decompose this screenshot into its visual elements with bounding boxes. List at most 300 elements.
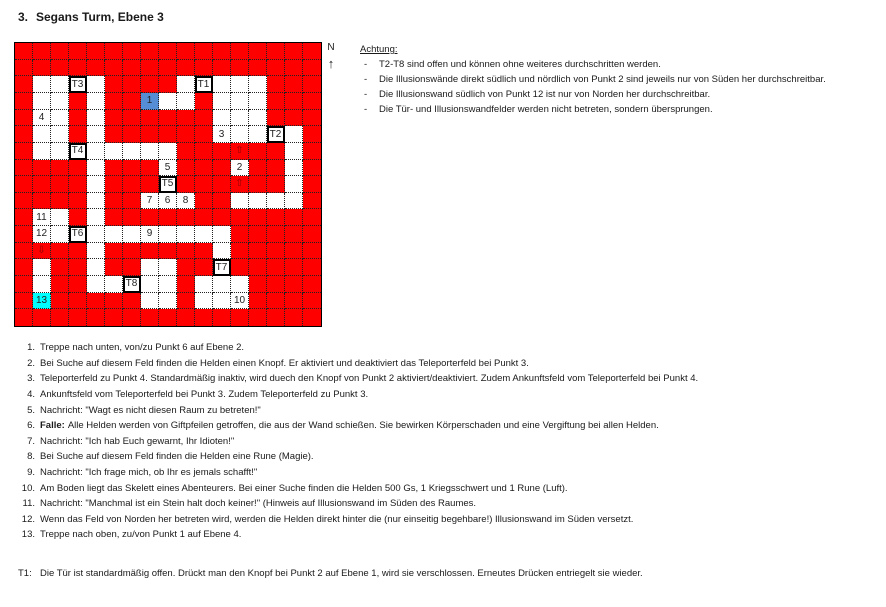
wall-cell — [249, 143, 267, 160]
wall-cell — [303, 276, 321, 293]
floor-cell — [177, 226, 195, 243]
floor-cell — [231, 76, 249, 93]
wall-cell — [195, 193, 213, 210]
wall-cell — [123, 309, 141, 326]
wall-cell — [15, 93, 33, 110]
legend-item — [18, 402, 698, 418]
floor-cell — [105, 276, 123, 293]
wall-cell — [69, 160, 87, 177]
start-cell — [141, 93, 159, 110]
footnote-text: Die Tür ist standardmäßig offen. Drückt man den Knopf bei Punkt 2 auf Ebene 1, wird sie verschlossen. Erneutes Drücken entriegelt sie wieder. — [40, 568, 643, 579]
wall-cell — [15, 43, 33, 60]
wall-cell — [33, 176, 51, 193]
wall-cell — [285, 209, 303, 226]
wall-cell — [69, 176, 87, 193]
wall-cell — [51, 276, 69, 293]
floor-cell — [141, 143, 159, 160]
floor-cell — [51, 226, 69, 243]
wall-cell — [303, 259, 321, 276]
wall-cell — [69, 43, 87, 60]
wall-cell — [105, 60, 123, 77]
door-cell — [123, 276, 141, 293]
wall-cell — [195, 259, 213, 276]
wall-cell — [213, 43, 231, 60]
wall-cell — [249, 259, 267, 276]
illusion-wall-arrow-icon: ⇧ — [235, 178, 244, 190]
wall-cell — [15, 143, 33, 160]
wall-cell — [15, 309, 33, 326]
legend-number: 11. — [22, 498, 35, 510]
wall-cell — [51, 176, 69, 193]
legend-item — [18, 387, 698, 403]
wall-cell — [15, 226, 33, 243]
floor-cell — [231, 293, 249, 310]
wall-cell — [51, 259, 69, 276]
wall-cell — [69, 243, 87, 260]
wall-cell — [285, 76, 303, 93]
note-item: - Die Tür- und Illusionswandfelder werden nicht betreten, sondern übersprungen. — [364, 104, 713, 115]
wall-cell — [105, 193, 123, 210]
legend-number: 13. — [21, 529, 35, 541]
wall-cell — [249, 209, 267, 226]
wall-cell — [123, 76, 141, 93]
wall-cell — [69, 93, 87, 110]
wall-cell — [195, 110, 213, 127]
wall-cell — [69, 276, 87, 293]
wall-cell — [87, 309, 105, 326]
wall-cell — [105, 309, 123, 326]
wall-cell — [177, 126, 195, 143]
wall-cell — [69, 110, 87, 127]
wall-cell — [159, 126, 177, 143]
wall-cell — [303, 243, 321, 260]
wall-cell — [267, 259, 285, 276]
floor-cell — [51, 209, 69, 226]
legend-number: 4. — [27, 389, 35, 401]
map-point-label: 13 — [35, 295, 48, 307]
floor-cell — [213, 93, 231, 110]
floor-cell — [141, 293, 159, 310]
floor-cell — [33, 76, 51, 93]
wall-cell — [267, 143, 285, 160]
wall-cell — [159, 243, 177, 260]
floor-cell — [195, 226, 213, 243]
wall-cell — [177, 243, 195, 260]
wall-cell — [51, 43, 69, 60]
map-point-label: T5 — [161, 178, 174, 190]
wall-cell — [177, 110, 195, 127]
wall-cell — [69, 193, 87, 210]
wall-cell — [213, 143, 231, 160]
wall-cell — [195, 209, 213, 226]
floor-cell — [285, 193, 303, 210]
wall-cell — [123, 209, 141, 226]
wall-cell — [267, 60, 285, 77]
map-point-label: 1 — [146, 95, 153, 107]
wall-cell — [303, 226, 321, 243]
wall-cell — [123, 126, 141, 143]
wall-cell — [267, 43, 285, 60]
wall-cell — [249, 226, 267, 243]
floor-cell — [33, 259, 51, 276]
legend-item — [18, 356, 698, 372]
floor-cell — [213, 276, 231, 293]
map-point-label: T8 — [125, 278, 138, 290]
section-title: Segans Turm, Ebene 3 — [36, 10, 164, 24]
wall-cell — [33, 243, 51, 260]
wall-cell — [303, 176, 321, 193]
wall-cell — [177, 143, 195, 160]
wall-cell — [195, 143, 213, 160]
floor-cell — [87, 276, 105, 293]
legend-item — [18, 527, 698, 543]
floor-cell — [213, 76, 231, 93]
wall-cell — [267, 176, 285, 193]
floor-cell — [87, 143, 105, 160]
floor-cell — [51, 93, 69, 110]
wall-cell — [15, 293, 33, 310]
floor-cell — [51, 110, 69, 127]
wall-cell — [303, 93, 321, 110]
legend-item — [18, 480, 698, 496]
legend-number: 8. — [27, 451, 35, 463]
legend-item — [18, 371, 698, 387]
legend-text: Ankunftsfeld vom Teleporterfeld bei Punkt 3. Zudem Teleporterfeld zu Punkt 3. — [40, 389, 369, 401]
wall-cell — [87, 293, 105, 310]
door-cell — [69, 143, 87, 160]
map-point-label: T4 — [71, 145, 84, 157]
floor-cell — [159, 143, 177, 160]
floor-cell — [87, 226, 105, 243]
wall-cell — [33, 43, 51, 60]
wall-cell — [231, 43, 249, 60]
wall-cell — [231, 209, 249, 226]
wall-cell — [105, 259, 123, 276]
wall-cell — [195, 176, 213, 193]
wall-cell — [249, 43, 267, 60]
floor-cell — [249, 193, 267, 210]
wall-cell — [177, 293, 195, 310]
wall-cell — [51, 60, 69, 77]
wall-cell — [285, 243, 303, 260]
floor-cell — [33, 126, 51, 143]
map-point-label: 8 — [182, 195, 189, 207]
wall-cell — [141, 309, 159, 326]
wall-cell — [123, 110, 141, 127]
floor-cell — [123, 226, 141, 243]
wall-cell — [105, 126, 123, 143]
wall-cell — [15, 276, 33, 293]
wall-cell — [15, 160, 33, 177]
wall-cell — [33, 193, 51, 210]
wall-cell — [69, 309, 87, 326]
floor-cell — [231, 160, 249, 177]
wall-cell — [69, 126, 87, 143]
wall-cell — [141, 160, 159, 177]
legend-number: 2. — [27, 357, 35, 369]
legend-text: Falle: Alle Helden werden von Giftpfeilen getroffen, die aus der Wand schießen. Sie bewirken Körperschaden und eine Vergiftung bei allen Helden. — [40, 420, 659, 432]
floor-cell — [141, 276, 159, 293]
wall-cell — [159, 110, 177, 127]
map-point-label: T3 — [71, 78, 84, 90]
legend-number: 3. — [27, 373, 35, 385]
wall-cell — [285, 110, 303, 127]
wall-cell — [249, 243, 267, 260]
floor-cell — [87, 160, 105, 177]
wall-cell — [105, 76, 123, 93]
floor-cell — [159, 259, 177, 276]
wall-cell — [123, 43, 141, 60]
wall-cell — [231, 243, 249, 260]
attention-notes — [360, 44, 826, 119]
wall-cell — [141, 43, 159, 60]
legend-bold-label: Falle: — [40, 420, 65, 432]
wall-cell — [285, 43, 303, 60]
floor-cell — [87, 126, 105, 143]
legend-number: 10. — [21, 482, 35, 494]
footnote-key: T1: — [18, 568, 32, 579]
wall-cell — [33, 309, 51, 326]
wall-cell — [303, 193, 321, 210]
map-point-label: T1 — [197, 78, 210, 90]
wall-cell — [15, 176, 33, 193]
legend-number: 1. — [27, 342, 35, 354]
wall-cell — [159, 209, 177, 226]
legend-text: Am Boden liegt das Skelett eines Abenteurers. Bei einer Suche finden die Helden 500 Gs, 1 Kriegsschwert und 1 Rune (Luft). — [40, 482, 568, 494]
floor-cell — [87, 243, 105, 260]
floor-cell — [231, 93, 249, 110]
legend-text: Nachricht: "Ich hab Euch gewarnt, Ihr Idioten!" — [40, 435, 235, 447]
wall-cell — [249, 176, 267, 193]
floor-cell — [177, 193, 195, 210]
wall-cell — [123, 176, 141, 193]
wall-cell — [15, 209, 33, 226]
wall-cell — [267, 160, 285, 177]
wall-cell — [141, 243, 159, 260]
wall-cell — [231, 60, 249, 77]
wall-cell — [141, 209, 159, 226]
wall-cell — [15, 126, 33, 143]
note-item: - T2-T8 sind offen und können ohne weiteres durchschritten werden. — [364, 59, 661, 70]
wall-cell — [159, 43, 177, 60]
wall-cell — [303, 60, 321, 77]
wall-cell — [285, 276, 303, 293]
floor-cell — [141, 193, 159, 210]
floor-cell — [231, 276, 249, 293]
wall-cell — [123, 160, 141, 177]
wall-cell — [33, 160, 51, 177]
wall-cell — [285, 309, 303, 326]
legend-item — [18, 465, 698, 481]
wall-cell — [87, 60, 105, 77]
floor-cell — [87, 193, 105, 210]
wall-cell — [195, 43, 213, 60]
map-point-label: 11 — [36, 211, 47, 223]
map-point-label: T6 — [71, 228, 84, 240]
floor-cell — [33, 93, 51, 110]
wall-cell — [105, 209, 123, 226]
floor-cell — [105, 226, 123, 243]
floor-cell — [285, 176, 303, 193]
floor-cell — [87, 176, 105, 193]
legend-item — [18, 418, 698, 434]
legend-text: Bei Suche auf diesem Feld finden die Helden einen Knopf. Er aktiviert und deaktiviert das Teleporterfeld bei Punkt 3. — [40, 357, 529, 369]
wall-cell — [213, 209, 231, 226]
floor-cell — [159, 276, 177, 293]
wall-cell — [267, 209, 285, 226]
wall-cell — [267, 243, 285, 260]
wall-cell — [51, 293, 69, 310]
wall-cell — [231, 309, 249, 326]
floor-cell — [159, 293, 177, 310]
floor-cell — [213, 243, 231, 260]
wall-cell — [231, 226, 249, 243]
wall-cell — [213, 309, 231, 326]
wall-cell — [105, 93, 123, 110]
legend-item — [18, 449, 698, 465]
floor-cell — [249, 126, 267, 143]
wall-cell — [15, 76, 33, 93]
legend-text: Wenn das Feld von Norden her betreten wird, werden die Helden direkt hinter die (nur einseitig begehbare!) Illusionswand im Süden versetzt. — [40, 513, 634, 525]
map-point-label: 5 — [164, 161, 171, 173]
floor-cell — [159, 226, 177, 243]
floor-cell — [33, 110, 51, 127]
wall-cell — [249, 276, 267, 293]
floor-cell — [141, 226, 159, 243]
wall-cell — [105, 176, 123, 193]
wall-cell — [195, 93, 213, 110]
wall-cell — [267, 110, 285, 127]
north-arrow-icon: ↑ — [327, 56, 335, 71]
floor-cell — [141, 259, 159, 276]
floor-cell — [159, 93, 177, 110]
wall-cell — [195, 60, 213, 77]
wall-cell — [177, 176, 195, 193]
legend-text: Nachricht: "Ich frage mich, ob Ihr es jemals schafft!" — [40, 467, 258, 479]
wall-cell — [141, 60, 159, 77]
wall-cell — [69, 60, 87, 77]
wall-cell — [249, 309, 267, 326]
map-point-label: 9 — [146, 228, 153, 240]
wall-cell — [159, 60, 177, 77]
wall-cell — [285, 60, 303, 77]
floor-cell — [123, 143, 141, 160]
floor-cell — [87, 209, 105, 226]
legend-number: 12. — [21, 513, 35, 525]
wall-cell — [177, 309, 195, 326]
door-cell — [69, 226, 87, 243]
legend-text: Nachricht: "Manchmal ist ein Stein halt doch keiner!" (Hinweis auf Illusionswand im Süden des Raumes. — [40, 498, 477, 510]
map-point-label: 4 — [38, 111, 45, 123]
floor-cell — [267, 193, 285, 210]
wall-cell — [195, 160, 213, 177]
floor-cell — [231, 110, 249, 127]
legend-text: Bei Suche auf diesem Feld finden die Helden eine Rune (Magie). — [40, 451, 314, 463]
wall-cell — [141, 110, 159, 127]
floor-cell — [177, 76, 195, 93]
wall-cell — [249, 160, 267, 177]
wall-cell — [141, 126, 159, 143]
section-number: 3. — [18, 10, 29, 24]
point-legend — [18, 340, 698, 543]
illusion-wall-arrow-icon: ⇧ — [235, 145, 244, 157]
floor-cell — [213, 126, 231, 143]
wall-cell — [303, 110, 321, 127]
floor-cell — [51, 76, 69, 93]
floor-cell — [51, 143, 69, 160]
floor-cell — [87, 110, 105, 127]
wall-cell — [213, 176, 231, 193]
wall-cell — [141, 76, 159, 93]
floor-cell — [249, 93, 267, 110]
dungeon-map-grid — [14, 42, 322, 327]
wall-cell — [195, 126, 213, 143]
legend-text: Nachricht: "Wagt es nicht diesen Raum zu betreten!" — [40, 404, 261, 416]
wall-cell — [213, 160, 231, 177]
legend-text: Treppe nach unten, von/zu Punkt 6 auf Ebene 2. — [40, 342, 245, 354]
floor-cell — [213, 226, 231, 243]
wall-cell — [267, 276, 285, 293]
wall-cell — [141, 176, 159, 193]
legend-item — [18, 512, 698, 528]
wall-cell — [195, 309, 213, 326]
wall-cell — [15, 60, 33, 77]
north-label: N — [327, 42, 335, 53]
wall-cell — [177, 276, 195, 293]
wall-cell — [51, 309, 69, 326]
floor-cell — [195, 276, 213, 293]
door-cell — [195, 76, 213, 93]
legend-number: 5. — [27, 404, 35, 416]
floor-cell — [33, 226, 51, 243]
map-point-label: 2 — [236, 161, 243, 173]
wall-cell — [69, 293, 87, 310]
legend-item — [18, 340, 698, 356]
wall-cell — [267, 309, 285, 326]
floor-cell — [87, 76, 105, 93]
wall-cell — [177, 160, 195, 177]
wall-cell — [285, 226, 303, 243]
wall-cell — [15, 193, 33, 210]
wall-cell — [303, 209, 321, 226]
wall-cell — [123, 259, 141, 276]
wall-cell — [195, 243, 213, 260]
map-point-label: 6 — [164, 195, 171, 207]
door-cell — [213, 259, 231, 276]
wall-cell — [267, 93, 285, 110]
wall-cell — [69, 259, 87, 276]
floor-cell — [195, 293, 213, 310]
map-point-label: 7 — [146, 195, 153, 207]
wall-cell — [213, 193, 231, 210]
wall-cell — [105, 110, 123, 127]
legend-number: 7. — [27, 435, 35, 447]
wall-cell — [267, 76, 285, 93]
wall-cell — [123, 243, 141, 260]
wall-cell — [285, 293, 303, 310]
door-cell — [159, 176, 177, 193]
illusion-wall-arrow-icon: ⇩ — [37, 245, 46, 257]
floor-cell — [249, 110, 267, 127]
wall-cell — [15, 259, 33, 276]
floor-cell — [285, 126, 303, 143]
floor-cell — [285, 143, 303, 160]
map-point-label: T7 — [215, 261, 228, 273]
wall-cell — [159, 76, 177, 93]
wall-cell — [87, 43, 105, 60]
wall-cell — [231, 143, 249, 160]
exit-cell — [33, 293, 51, 310]
